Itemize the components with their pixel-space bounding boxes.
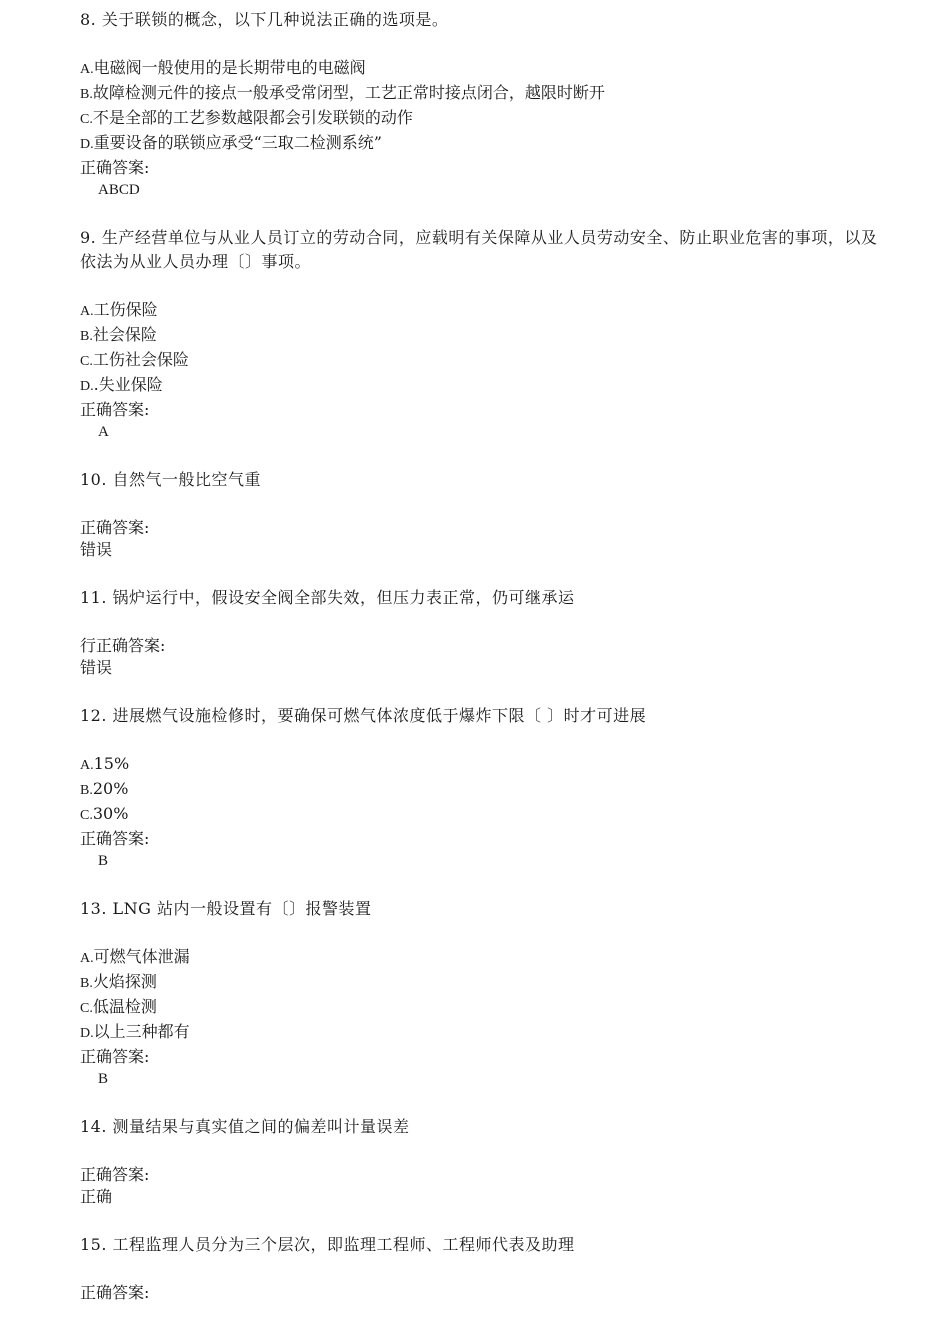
question-15 xyxy=(80,1233,880,1304)
answer-label: 正确答案: xyxy=(80,1047,150,1066)
answer-label: 正确答案: xyxy=(80,829,150,848)
option-c xyxy=(80,348,880,373)
option-key: D. xyxy=(80,1026,94,1041)
option-key: A. xyxy=(80,62,94,77)
answer-value: B xyxy=(98,853,109,869)
option-key: D. xyxy=(80,379,94,394)
answer-label: 正确答案: xyxy=(80,158,150,177)
option-key: A. xyxy=(80,304,94,319)
option-key: C. xyxy=(80,1001,93,1016)
document-page xyxy=(80,8,880,1304)
option-key: C. xyxy=(80,354,93,369)
option-c xyxy=(80,106,880,131)
option-a xyxy=(80,945,880,970)
question-10 xyxy=(80,468,880,562)
option-c xyxy=(80,802,880,827)
question-12 xyxy=(80,704,880,873)
option-key: B. xyxy=(80,783,93,798)
question-title: 9. 生产经营单位与从业人员订立的劳动合同，应载明有关保障从业人员劳动安全、防止职业危害的事项，以及依法为从业人员办理〔〕事项。 xyxy=(80,228,878,271)
option-d xyxy=(80,373,880,398)
option-a xyxy=(80,56,880,81)
option-text: 不是全部的工艺参数越限都会引发联锁的动作 xyxy=(92,108,413,127)
option-c xyxy=(80,995,880,1020)
option-text: 15% xyxy=(93,754,130,773)
question-title: 10. 自然气一般比空气重 xyxy=(80,470,262,489)
question-title: 8. 关于联锁的概念，以下几种说法正确的选项是。 xyxy=(80,10,449,29)
question-8 xyxy=(80,8,880,202)
question-13 xyxy=(80,897,880,1091)
option-key: B. xyxy=(80,87,93,102)
option-text: 30% xyxy=(92,804,129,823)
answer-value: ABCD xyxy=(98,182,140,198)
question-title: 14. 测量结果与真实值之间的偏差叫计量误差 xyxy=(80,1117,410,1136)
answer-label: 正确答案: xyxy=(80,400,150,419)
question-title: 15. 工程监理人员分为三个层次，即监理工程师、工程师代表及助理 xyxy=(80,1235,575,1254)
answer-label: 行正确答案: xyxy=(80,636,166,655)
option-key: B. xyxy=(80,976,93,991)
answer-label: 正确答案: xyxy=(80,518,150,537)
option-b xyxy=(80,970,880,995)
answer-value: A xyxy=(98,424,109,440)
option-text: 重要设备的联锁应承受“三取二检测系统” xyxy=(93,133,382,152)
option-text: 电磁阀一般使用的是长期带电的电磁阀 xyxy=(93,58,366,77)
option-text: 社会保险 xyxy=(92,325,157,344)
option-b xyxy=(80,323,880,348)
option-d xyxy=(80,131,880,156)
question-9 xyxy=(80,226,880,444)
option-key: B. xyxy=(80,329,93,344)
option-text: 火焰探测 xyxy=(92,972,157,991)
option-a xyxy=(80,752,880,777)
question-11 xyxy=(80,586,880,680)
option-text: 低温检测 xyxy=(92,997,157,1016)
answer-label: 正确答案: xyxy=(80,1283,150,1302)
answer-value: 错误 xyxy=(80,542,113,559)
option-key: A. xyxy=(80,951,94,966)
option-text: 工伤社会保险 xyxy=(92,350,189,369)
answer-label: 正确答案: xyxy=(80,1165,150,1184)
question-title: 12. 进展燃气设施检修时，要确保可燃气体浓度低于爆炸下限〔 〕时才可进展 xyxy=(80,706,647,725)
option-key: A. xyxy=(80,758,94,773)
option-text: 20% xyxy=(92,779,129,798)
option-text: 工伤保险 xyxy=(93,300,158,319)
option-key: C. xyxy=(80,808,93,823)
question-title: 13. LNG 站内一般设置有〔〕报警装置 xyxy=(80,899,372,918)
option-text: 可燃气体泄漏 xyxy=(93,947,190,966)
option-text: 以上三种都有 xyxy=(93,1022,190,1041)
question-14 xyxy=(80,1115,880,1209)
option-b xyxy=(80,777,880,802)
option-key: C. xyxy=(80,112,93,127)
option-text: .失业保险 xyxy=(93,375,163,394)
answer-value: 正确 xyxy=(80,1189,113,1206)
question-title: 11. 锅炉运行中，假设安全阀全部失效，但压力表正常，仍可继承运 xyxy=(80,588,575,607)
option-d xyxy=(80,1020,880,1045)
option-b xyxy=(80,81,880,106)
answer-value: 错误 xyxy=(80,660,113,677)
option-a xyxy=(80,298,880,323)
option-key: D. xyxy=(80,137,94,152)
option-text: 故障检测元件的接点一般承受常闭型，工艺正常时接点闭合，越限时断开 xyxy=(92,83,605,102)
answer-value: B xyxy=(98,1071,109,1087)
